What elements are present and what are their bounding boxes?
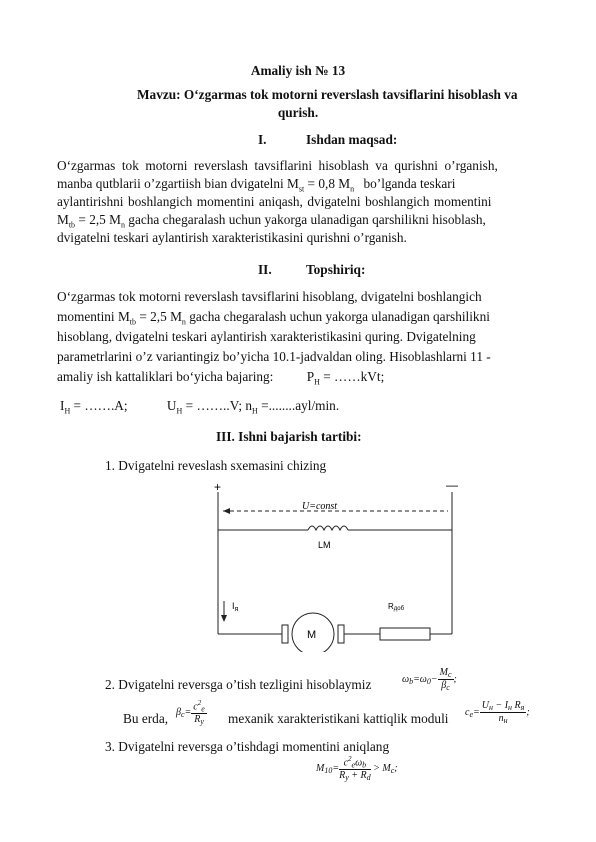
m10-fraction [339, 755, 371, 782]
task-nh-sub: H [252, 406, 258, 416]
ce-num-r: R [512, 700, 521, 711]
field-winding-coil [308, 526, 348, 530]
task-ph [306, 369, 385, 387]
task-uh-text: U [166, 398, 177, 413]
rdob-label-main: R [388, 602, 394, 611]
ce-lhs-sub: e [469, 709, 474, 719]
plus-terminal-label: + [214, 482, 222, 494]
current-label [232, 601, 239, 613]
goal-mn-sub: n [350, 184, 355, 194]
omega-b-den-main: β [441, 680, 447, 691]
omega-b-num [438, 667, 454, 680]
task-line-3: hisoblang, dvigatelni teskari aylantirish xarakteristikasini quring. Dvigatelning [57, 329, 476, 344]
omega-b-num-main: M [439, 667, 448, 678]
task-line-5 [57, 369, 384, 387]
omega-b-eq-sub: 0 [426, 676, 431, 686]
goal-line-4 [57, 212, 486, 230]
goal-mtb-sub: tb [68, 220, 76, 230]
task-line-2 [57, 309, 490, 327]
resistor-rdob [380, 628, 430, 640]
ucons-arrow-head [223, 508, 230, 514]
omega-b-lhs: ω [402, 673, 410, 685]
task-ih-sub: H [64, 406, 71, 416]
m10-den-plus: + R [348, 770, 367, 782]
m10-den-sub: y [345, 773, 349, 783]
bu-erda-label: Bu erda, [123, 711, 169, 726]
task-line-4: parametrlarini o’z variantingiz bo’yicha 10.1-jadvaldan oling. Hisoblashlarni 11 - [57, 349, 491, 364]
page-title: Amaliy ish № 13 [250, 63, 346, 78]
step-2: 2. Dvigatelni reversga o’tish tezligini hisoblaymiz [105, 677, 372, 692]
beta-num-main: c [193, 701, 198, 713]
task-line-2-c: gacha chegaralash uchun yakorga ulanadigan qarshilikni [185, 309, 490, 324]
goal-line-4-b: = 2,5 M [75, 212, 121, 227]
ce-lhs: c [465, 706, 470, 718]
ce-num-r-sub: я [520, 703, 525, 712]
task-ph-value: = ……kVt; [319, 369, 385, 384]
ce-num-sub: н [489, 703, 493, 712]
goal-line-2-text: manba qutblarii o’zgartiish bian dvigatelni M [57, 176, 299, 191]
m10-den-main: R [339, 770, 346, 782]
omega-b-eq: =ω [413, 673, 427, 685]
beta-description: mexanik xarakteristikani kattiqlik moduli [228, 711, 449, 726]
goal-line-1: O‘zgarmas tok motorni reverslash tavsiflarini hisoblash va qurishni o’rganish, [57, 158, 498, 173]
m10-end: ; [394, 762, 398, 774]
section-1-number: I. [258, 132, 267, 147]
m10-lhs: M [316, 762, 325, 774]
minus-terminal-label: — [446, 482, 458, 492]
beta-den [191, 714, 207, 726]
section-2-number: II. [258, 262, 272, 277]
section-3-title: III. Ishni bajarish tartibi: [216, 429, 362, 444]
ce-num-main: U [481, 700, 489, 711]
beta-num-sup: 2 [197, 699, 202, 707]
goal-line-2-text-b: = 0,8 M [304, 176, 351, 191]
ce-num-mid: − I [492, 700, 509, 711]
m10-num-sub: e [351, 760, 356, 770]
goal-line-2-text-c: bo’lganda teskari [360, 176, 456, 191]
reversal-circuit-diagram [190, 482, 480, 652]
ucons-label: U=const [302, 501, 338, 512]
task-line-2-a: momentini M [57, 309, 130, 324]
beta-num [191, 699, 207, 714]
ce-den-main: n [498, 713, 504, 724]
m10-num-w-sub: b [362, 760, 367, 770]
beta-fraction [191, 699, 207, 726]
m10-formula: $M_{10}=$ $\frac{c^2_e\omega_b}{R_y + R_d}$ > $M_c$; [316, 755, 398, 783]
goal-line-5: dvigatelni teskari aylantirish xarakteristikasini qurishni o’rganish. [57, 230, 407, 245]
step-3: 3. Dvigatelni reversga o’tishdagi momentini aniqlang [105, 739, 390, 754]
goal-line-4-c: gacha chegaralash uchun yakorga ulanadigan qarshilikni hisoblash, [124, 212, 486, 227]
m10-den [339, 770, 371, 782]
task-ph-text: P [306, 369, 315, 384]
omega-b-den [438, 680, 454, 692]
beta-lhs-sub: c [180, 709, 185, 719]
omega-b-lhs-sub: b [409, 676, 414, 686]
task-ih-value: = …….A; [70, 398, 128, 413]
beta-formula: $\beta_c=$ $\frac{c^2_e}{R_y}$ [176, 699, 205, 727]
m10-num-main: c [343, 757, 349, 769]
task-uh-value: = ……..V; n [182, 398, 252, 413]
task-mn-sub: n [181, 317, 186, 327]
omega-b-fraction [438, 667, 454, 692]
goal-line-3: aylantirishni boshlangich momentini aniqash, dvigatelni boshlangich momentini [57, 194, 492, 209]
task-line-5-a: amaliy ish kattaliklari bo‘yicha bajaring: [57, 369, 274, 384]
task-ih: I [60, 398, 65, 413]
section-2-title: Topshiriq: [306, 262, 366, 277]
beta-den-main: R [194, 714, 201, 726]
task-ph-sub: H [314, 377, 320, 387]
current-label-main: I [232, 601, 235, 611]
m10-num-sup: 2 [348, 755, 352, 763]
goal-line-4-a: M [57, 212, 69, 227]
omega-b-num-sub: c [447, 670, 452, 679]
task-line-1: O‘zgarmas tok motorni reverslash tavsiflarini hisoblang, dvigatelni boshlangich [57, 289, 482, 304]
goal-mst-sub: st [298, 184, 305, 194]
task-uh-sub: H [176, 406, 183, 416]
current-label-sub: я [234, 606, 239, 613]
omega-b-minus: − [430, 673, 438, 685]
goal-mn2-sub: n [120, 220, 125, 230]
task-uh [166, 398, 340, 416]
beta-den-sub: y [200, 717, 204, 727]
task-mtb-sub: tb [129, 317, 136, 327]
step-1: 1. Dvigatelni reveslash sxemasini chizing [105, 458, 327, 473]
current-arrow-head [221, 615, 227, 622]
lm-label: LM [318, 540, 331, 550]
m10-gt: > M [370, 762, 391, 774]
section-1-title: Ishdan maqsad: [306, 132, 398, 147]
task-line-2-b: = 2,5 M [136, 309, 182, 324]
ce-num [480, 700, 527, 713]
topic-line-1: Mavzu: O‘zgarmas tok motorni reverslash tavsiflarini hisoblash va [137, 87, 518, 102]
task-line-6 [60, 398, 339, 416]
motor-brush-left [282, 625, 288, 643]
m10-num-w: ω [355, 757, 363, 769]
omega-b-den-sub: c [446, 683, 450, 692]
m10-lhs-sub: 10 [324, 765, 333, 775]
rdob-label-sub: доб [393, 606, 405, 612]
ce-den-sub: н [503, 716, 508, 725]
m10-gt-sub: c [390, 765, 395, 775]
omega-b-formula [402, 667, 457, 692]
beta-lhs: β [176, 706, 181, 718]
m10-num [339, 755, 371, 770]
ce-fraction [480, 700, 530, 725]
ce-num-mid-sub: н [508, 703, 513, 712]
topic-line-2: qurish. [277, 105, 319, 120]
ce-formula: $c_e=$ $\frac{U_н - I_н R_я}{n_н}$ ; [465, 700, 530, 725]
motor-brush-right [338, 625, 344, 643]
goal-line-2 [57, 176, 455, 194]
rdob-label [388, 602, 405, 612]
motor-label: M [307, 629, 317, 641]
ce-den [480, 713, 527, 725]
task-nh-value: =........ayl/min. [257, 398, 340, 413]
omega-b-end: ; [453, 673, 457, 685]
beta-num-sub: e [201, 704, 205, 714]
ce-end: ; [526, 706, 530, 718]
m10-den-plus-sub: d [366, 773, 371, 783]
